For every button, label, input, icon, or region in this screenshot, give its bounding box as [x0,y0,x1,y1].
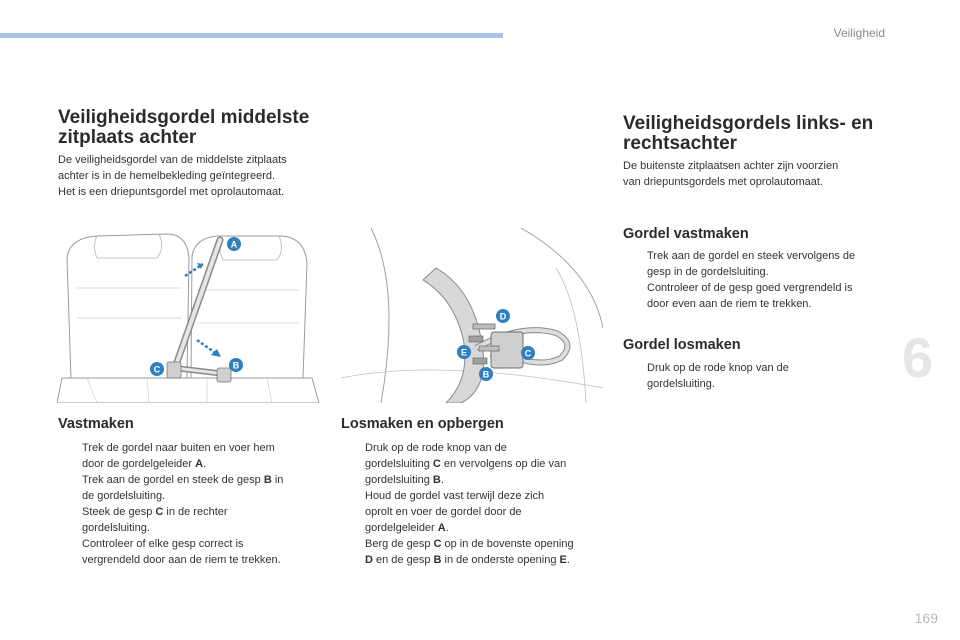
figure-label-d [496,309,510,323]
header-accent-bar [0,33,503,38]
figure-label-c [521,346,535,360]
section-title-outer-seats: Veiligheidsgordels links- en rechtsachter [623,113,874,154]
list-item: Controleer of de gesp goed vergrendeld is door even aan de riem te trekken. [647,282,853,310]
svg-text:C: C [524,348,532,359]
intro-outer-seats: De buitenste zitplaatsen achter zijn voorzien van driepuntsgordels met oprolautomaat. [623,160,839,188]
belt-storage-illustration [341,228,603,403]
chapter-number-tab: 6 [902,326,934,389]
steps-losmaken [341,440,613,568]
subsection-title-gordel-losmaken: Gordel losmaken [623,337,741,353]
subsection-title-losmaken: Losmaken en opbergen [341,416,504,432]
figure-label-c [150,362,164,376]
list-item: Druk op de rode knop van de gordelsluiting. [647,362,789,390]
svg-text:C: C [153,364,161,375]
rear-seat-belt-illustration [57,228,319,403]
figure-label-e [457,345,471,359]
list-item: Trek de gordel naar buiten en voer hem door de gordelgeleider A. [82,442,275,470]
intro-middle-seat: De veiligheidsgordel van de middelste zitplaats achter is in de hemelbekleding geïntegreerd. Het is een driepuntsgordel met oprolautomaat. [58,154,287,198]
svg-text:D: D [499,311,507,322]
list-item: Steek de gesp C in de rechter gordelsluiting. [82,506,228,534]
svg-text:E: E [460,347,468,358]
figure-label-b [229,358,243,372]
subsection-title-vastmaken: Vastmaken [58,416,134,432]
section-title-middle-seat: Veiligheidsgordel middelste zitplaats achter [58,107,310,148]
list-item: Druk op de rode knop van de gordelsluiting C en vervolgens op die van gordelsluiting B. [365,442,567,486]
steps-vastmaken [58,440,328,568]
list-item: Trek aan de gordel en steek de gesp B in de gordelsluiting. [82,474,284,502]
list-item: Controleer of elke gesp correct is vergrendeld door aan de riem te trekken. [82,538,281,566]
list-item: Trek aan de gordel en steek vervolgens de gesp in de gordelsluiting. [647,250,856,278]
steps-gordel-vastmaken [623,248,898,312]
figure-label-a [227,237,241,251]
svg-text:A: A [230,239,238,250]
chapter-title: Veiligheid [833,26,885,40]
figure-label-b [479,367,493,381]
subsection-title-gordel-vastmaken: Gordel vastmaken [623,226,749,242]
svg-text:B: B [232,360,240,371]
svg-text:B: B [482,369,490,380]
list-item: Berg de gesp C op in de bovenste opening D en de gesp B in de onderste opening E. [365,538,574,566]
page-number: 169 [914,610,938,626]
list-item: Houd de gordel vast terwijl deze zich oprolt en voer de gordel door de gordelgeleider A. [365,490,545,534]
steps-gordel-losmaken [623,360,898,392]
